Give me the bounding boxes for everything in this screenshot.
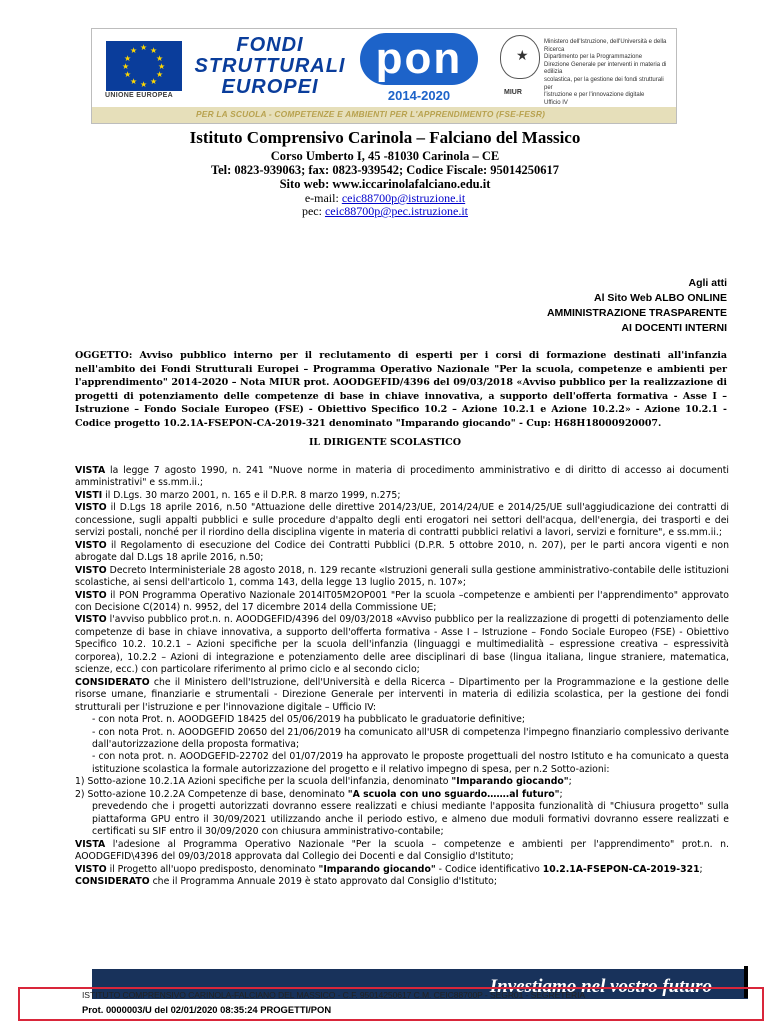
addressee-line: Agli atti [688,277,727,289]
paragraph [75,864,729,876]
paragraph-lead: VISTO [75,502,107,514]
paragraph [75,465,729,490]
paragraph [75,565,729,590]
eu-flag-icon: ★ ★ ★ ★ ★ ★ ★ ★ ★ ★ ★ ★ [106,41,182,91]
project-name: "Imparando giocando" [451,776,569,788]
paragraph-text: la legge 7 agosto 1990, n. 241 "Nuove norme in materia di procedimento amministrativo e di diritto di accesso ai documenti amministrativi" e ss.mm.ii.; [75,465,729,489]
paragraph-lead: VISTI [75,489,103,501]
ministry-line: Ministero dell'Istruzione, dell'Università e della Ricerca [544,39,667,53]
fondi-strutturali-logo [192,35,348,98]
paragraph-text: il PON Programma Operativo Nazionale 2014IT05M2OP001 "Per la scuola –competenze e ambienti per l'apprendimento" approvato con Decisione C(2014) n. 9952, del 17 dicembre 2014 della Commissione UE; [75,589,729,613]
sub-action-text: 2) Sotto-azione 10.2.2A Competenze di base, denominato [75,788,348,800]
paragraph [75,614,729,676]
paragraph-lead: VISTA [75,465,106,476]
paragraph-lead: CONSIDERATO [75,676,150,688]
ministry-line: Dipartimento per la Programmazione [544,54,643,61]
paragraph-end: ; [699,863,703,875]
subject-paragraph: OGGETTO: Avviso pubblico interno per il reclutamento di esperti per i corsi di formazione destinati all'infanzia nell'ambito dei Fondi Strutturali Europei – Programma Operativo Nazionale "Per la scuola, competenze e ambienti per l'apprendimento" 2014-2020 – Nota MIUR prot. AOODGEFID/4396 del 09/03/2018 «Avviso pubblico per la realizzazione di progetti di potenziamento delle competenze di base in chiave innovativa, a supporto dell'offerta formativa - Asse I – Istruzione – Fondo Sociale Europeo (FSE) - Obiettivo Specifico 10.2 – Azione 10.2.1 e Azione 10.2.2» - Azione 10.2.1 - Codice progetto 10.2.1A-FSEPON-CA-2019-321 denominato "Imparando giocando" - Cup: H68H18000920007. [75,350,727,429]
paragraph [75,490,729,502]
paragraph-lead: VISTO [75,863,107,875]
sub-action-text: 1) Sotto-azione 10.2.1A Azioni specifiche per la scuola dell'infanzia, denominato [75,776,452,788]
emblem-star-icon: ★ [516,48,529,64]
paragraph: prevedendo che i progetti autorizzati dovranno essere realizzati e chiusi mediante l'apposita funzionalità di "Chiusura progetto" sulla piattaforma GPU entro il 30/09/2021 utilizzando anche il periodo estivo, e almeno due moduli formativi dovranno essere realizzati e certificati su SIF entro il 30/09/2020 con chiusura amministrativo-contabile; [92,801,729,838]
paragraph-lead: VISTO [75,539,107,551]
sub-action-item [75,789,729,801]
paragraph-lead: VISTO [75,589,107,601]
fondi-line-3: EUROPEI [221,76,319,98]
banner-strip-text: PER LA SCUOLA - COMPETENZE E AMBIENTI PER L'APPRENDIMENTO (FSE-FESR) [196,109,546,119]
ministry-line: scolastica, per la gestione dei fondi strutturali per [544,76,664,91]
fondi-line-1: FONDI [236,34,304,56]
email-label: e-mail: [304,191,342,205]
paragraph-text: Decreto Interministeriale 28 agosto 2018, n. 129 recante «Istruzioni generali sulla gestione amministrativo-contabile delle istituzioni scolastiche, ai sensi dell'articolo 1, comma 143, della legge 13 luglio 2015, n. 107»; [75,564,729,589]
project-name: "Imparando giocando" [318,863,436,875]
paragraph-text: il Progetto all'uopo predisposto, denominato [106,863,319,875]
paragraph-lead: VISTA [75,838,106,850]
miur-label: MIUR [504,89,522,96]
addressee-line: Al Sito Web ALBO ONLINE [594,292,727,304]
email-link[interactable]: ceic88700p@istruzione.it [341,191,466,205]
ministry-line: Ufficio IV [544,99,568,106]
paragraph-lead: VISTO [75,564,107,576]
sub-action-end: ; [559,788,563,800]
eu-label: UNIONE EUROPEA [105,92,173,99]
pec-link[interactable]: ceic88700p@pec.istruzione.it [324,204,468,218]
paragraph-text: il D.Lgs. 30 marzo 2001, n. 165 e il D.P.R. 8 marzo 1999, n.275; [102,489,401,501]
pon-banner [91,28,677,124]
paragraph [75,502,729,539]
paragraph-text: il Regolamento di esecuzione del Codice dei Contratti Pubblici (D.P.R. 5 ottobre 2010, n. 207), per le parti ancora vigenti e non abrogate dal D.Lgs 18 aprile 2016, n.50; [75,539,729,564]
paragraph-lead: CONSIDERATO [75,875,150,887]
document-body [75,465,729,888]
pon-years: 2014-2020 [387,88,451,103]
protocol-stamp-institution: ISTITUTO COMPRENSIVO CARINOLA-FALCIANO DEL MASSICO - C.F. 95014250617 C.M. CEIC88700P - SEGR01 - SEGRETERIA [82,990,586,1000]
list-item: - con nota Prot. n. AOODGEFID 20650 del 21/06/2019 ha comunicato all'USR di competenza l'impegno finanziario complessivo derivante dall'autorizzazione della proposta formativa; [92,726,729,750]
school-pec-line [0,204,770,219]
paragraph [75,677,729,714]
fondi-line-2: STRUTTURALI [194,55,346,77]
ministry-line: Direzione Generale per interventi in materia di edilizia [544,61,667,76]
school-phones: Tel: 0823-939063; fax: 0823-939542; Codice Fiscale: 95014250617 [210,163,560,177]
list-item: - con nota Prot. n. AOODGEFID 18425 del 05/06/2019 ha pubblicato le graduatorie definitive; [92,714,525,726]
ministry-line: l'istruzione e per l'innovazione digitale [544,92,645,99]
paragraph-text: l'avviso pubblico prot.n. n. AOODGEFID/4396 del 09/03/2018 «Avviso pubblico per la realizzazione di progetti di potenziamento delle competenze di base in chiave innovativa, a supporto dell'offerta formativa - Asse I – Istruzione – Fondo Sociale Europeo (FSE) - Obiettivo Specifico 10.2. 10.2.1 – Azioni specifiche per la scuola dell'infanzia (linguaggi e multimedialità – espressione creativa – espressività corporea), 10.2.2 – Azioni di integrazione e potenziamento delle aree disciplinari di base (lingua italiana, lingue straniere, matematica, scienze, ecc.) con particolare riferimento al primo ciclo e al secondo ciclo; [75,614,729,676]
sub-action-end: ; [568,776,572,788]
section-heading: IL DIRIGENTE SCOLASTICO [308,437,462,448]
list-item: - con nota prot. n. AOODGEFID-22702 del 01/07/2019 ha approvato le proposte progettuali del nostro Istituto e ha comunicato a questa istituzione scolastica la formale autorizzazione del progetto e il relativo impegno di spesa, per n.2 Sotto-azioni: [92,751,729,775]
paragraph [75,590,729,615]
ministry-text [544,39,674,107]
pec-label: pec: [301,204,325,218]
project-code: 10.2.1A-FSEPON-CA-2019-321 [542,863,700,875]
school-address: Corso Umberto I, 45 -81030 Carinola – CE [270,149,500,163]
paragraph-text: che il Ministero dell'Istruzione, dell'Università e della Ricerca – Dipartimento per la Programmazione e la gestione delle risorse umane, finanziarie e strumentali - Direzione Generale per interventi in materia di edilizia scolastica, per la gestione dei fondi strutturali per l'istruzione e per l'innovazione digitale – Ufficio IV: [75,676,729,713]
addressee-line: AMMINISTRAZIONE TRASPARENTE [546,307,727,319]
footer-slogan: Investiamo nel vostro futuro [489,976,712,997]
addressee-line: AI DOCENTI INTERNI [621,322,727,334]
paragraph [75,876,729,888]
school-website: Sito web: www.iccarinolafalciano.edu.it [279,177,491,191]
project-name: "A scuola con uno sguardo…….al futuro" [347,788,560,800]
pon-logo: pon [360,33,478,85]
paragraph-text: il D.Lgs 18 aprile 2016, n.50 "Attuazione delle direttive 2014/23/UE, 2014/24/UE e 2014/25/UE sull'aggiudicazione dei contratti di concessione, sugli appalti pubblici e sulle procedure d'appalto degli enti erogatori nei settori dell'acqua, dell'energia, dei trasporti e dei servizi postali, nonché per il riordino della disciplina vigente in materia di contratti pubblici relativi a lavori, servizi e forniture", e ss.mm.ii.; [75,502,729,539]
paragraph-text: l'adesione al Programma Operativo Nazionale "Per la scuola – competenze e ambienti per l'apprendimento" prot.n. n. AOODGEFID\4396 del 09/03/2018 approvata dal Collegio dei Docenti e dal Consiglio d'Istituto; [75,838,729,863]
school-name: Istituto Comprensivo Carinola – Falciano del Massico [189,128,581,147]
paragraph-text: - Codice identificativo [435,863,543,875]
sub-action-item [75,776,729,788]
paragraph [75,540,729,565]
paragraph-lead: VISTO [75,614,107,626]
paragraph-text: che il Programma Annuale 2019 è stato approvato dal Consiglio d'Istituto; [149,875,497,887]
paragraph [75,839,729,864]
protocol-stamp-number: Prot. 0000003/U del 02/01/2020 08:35:24 PROGETTI/PON [82,1004,332,1015]
